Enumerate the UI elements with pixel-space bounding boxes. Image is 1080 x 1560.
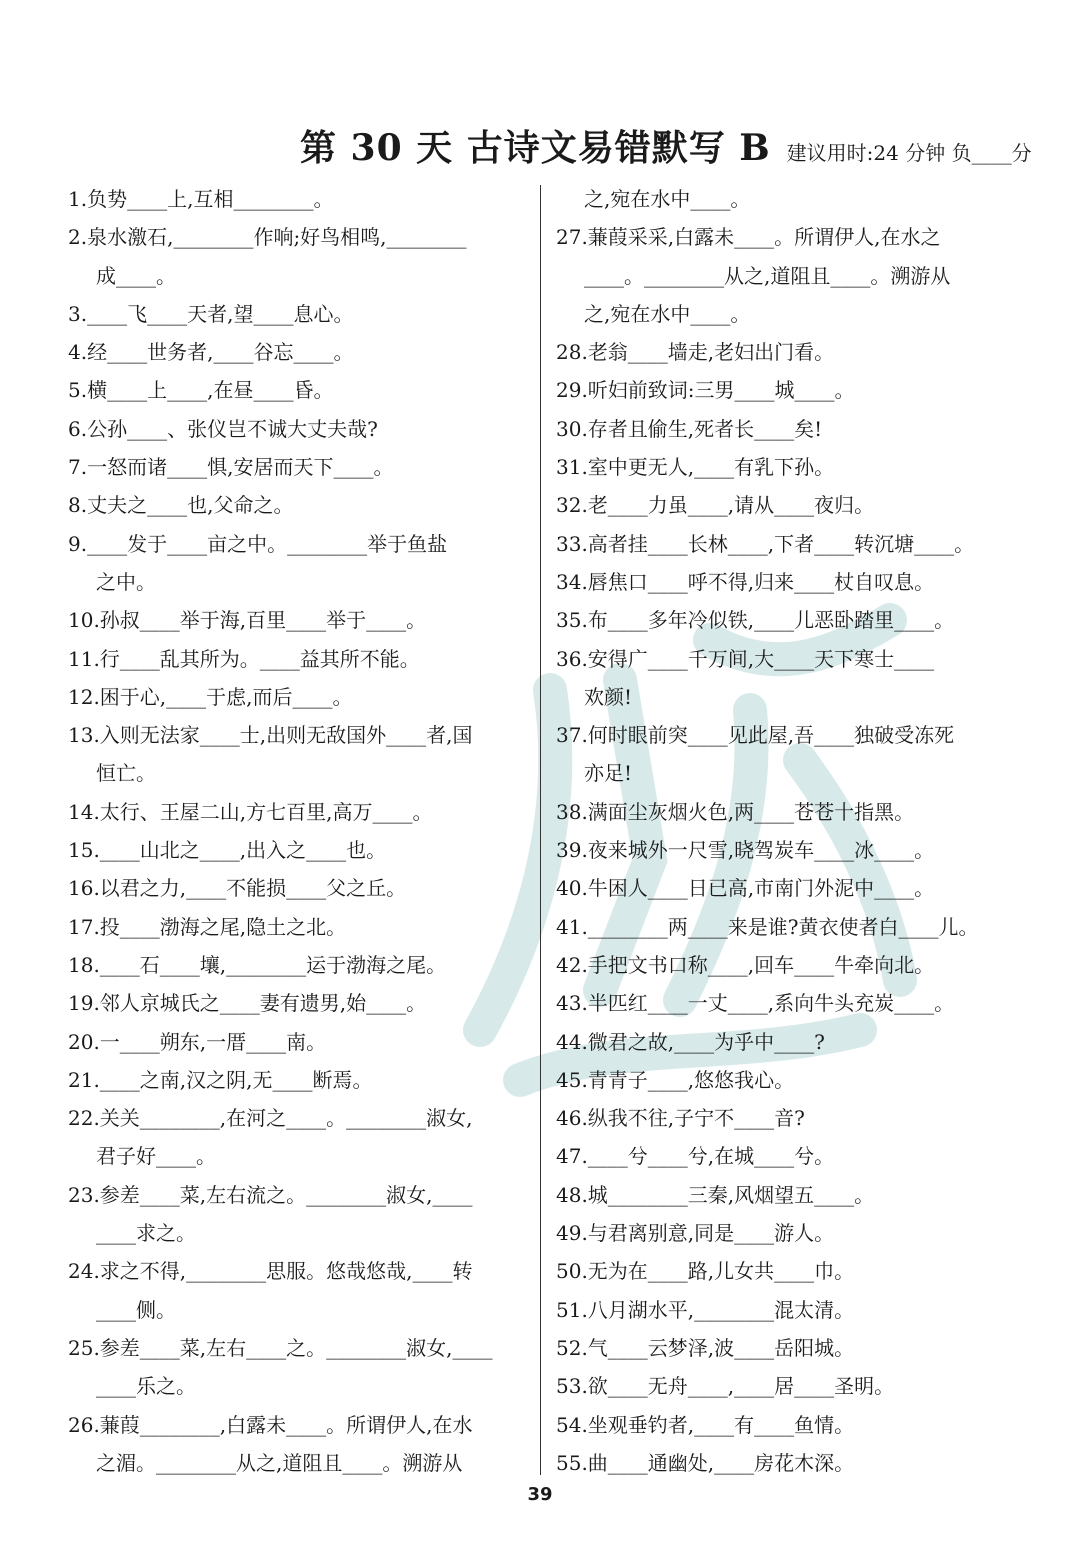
exercise-item: 1.负势____上,互相________。 xyxy=(68,187,334,211)
exercise-item: 16.以君之力,____不能损____父之丘。 xyxy=(68,876,407,901)
exercise-continuation: 之,宛在水中____。 xyxy=(584,187,751,211)
exercise-item: 48.城________三秦,风烟望五____。 xyxy=(556,1182,875,1207)
exercise-item: 50.无为在____路,儿女共____巾。 xyxy=(556,1259,855,1284)
exercise-item: 15.____山北之____,出入之____也。 xyxy=(68,838,387,863)
exercise-item: 39.夜来城外一尺雪,晓驾炭车____冰____。 xyxy=(556,838,935,863)
exercise-item: 36.安得广____千万间,大____天下寒士____ xyxy=(556,646,935,671)
exercise-item: 12.困于心,____于虑,而后____。 xyxy=(68,684,353,709)
exercise-item: 51.八月湖水平,________混太清。 xyxy=(556,1297,855,1322)
exercise-item: 14.太行、王屋二山,方七百里,高万____。 xyxy=(68,799,433,824)
exercise-item: 45.青青子____,悠悠我心。 xyxy=(556,1067,795,1092)
exercise-item: 52.气____云梦泽,波____岳阳城。 xyxy=(556,1335,855,1360)
exercise-item: 47.____兮____兮,在城____兮。 xyxy=(556,1144,835,1169)
exercise-item: 38.满面尘灰烟火色,两____苍苍十指黑。 xyxy=(556,799,915,824)
exercise-item: 44.微君之故,____为乎中____? xyxy=(556,1029,825,1054)
exercise-item: 6.公孙____、张仪岂不诚大丈夫哉? xyxy=(68,416,378,441)
page-number: 39 xyxy=(527,1484,553,1505)
exercise-item: 34.唇焦口____呼不得,归来____杖自叹息。 xyxy=(556,569,935,594)
exercise-item: 23.参差____菜,左右流之。________淑女,____ xyxy=(68,1182,473,1207)
exercise-item: 54.坐观垂钓者,____有____鱼情。 xyxy=(556,1412,855,1437)
exercise-item: 17.投____渤海之尾,隐土之北。 xyxy=(68,914,347,939)
exercise-item: 3.____飞____天者,望____息心。 xyxy=(68,301,354,326)
exercise-continuation: 成____。 xyxy=(96,263,176,288)
exercise-item: 28.老翁____墙走,老妇出门看。 xyxy=(556,340,835,365)
exercise-continuation: 恒亡。 xyxy=(96,761,156,786)
exercise-continuation: ____。________从之,道阻且____。溯游从 xyxy=(584,263,951,288)
exercise-item: 2.泉水激石,________作响;好鸟相鸣,________ xyxy=(68,225,467,250)
exercise-item: 53.欲____无舟____,____居____圣明。 xyxy=(556,1374,895,1399)
exercise-item: 37.何时眼前突____见此屋,吾____独破受冻死 xyxy=(556,723,955,748)
exercise-item: 25.参差____菜,左右____之。________淑女,____ xyxy=(68,1335,493,1360)
exercise-item: 35.布____多年冷似铁,____儿恶卧踏里____。 xyxy=(556,608,955,633)
column-divider xyxy=(540,185,541,1475)
exercise-item: 29.听妇前致词:三男____城____。 xyxy=(556,378,855,403)
exercise-item: 11.行____乱其所为。____益其所不能。 xyxy=(68,646,420,671)
exercise-item: 30.存者且偷生,死者长____矣! xyxy=(556,416,823,441)
exercise-item: 7.一怒而诸____惧,安居而天下____。 xyxy=(68,455,394,480)
exercise-continuation: 之,宛在水中____。 xyxy=(584,301,751,326)
exercise-item: 4.经____世务者,____谷忘____。 xyxy=(68,340,354,365)
exercise-item: 9.____发于____亩之中。________举于鱼盐 xyxy=(68,531,448,556)
time-score-note: 建议用时:24 分钟 负____分 xyxy=(786,141,1032,165)
exercise-item: 10.孙叔____举于海,百里____举于____。 xyxy=(68,608,427,633)
exercise-item: 5.横____上____,在昼____昏。 xyxy=(68,378,334,403)
page-title: 第 30 天 古诗文易错默写 B xyxy=(300,127,771,169)
exercise-continuation: 亦足! xyxy=(584,761,633,786)
exercise-continuation: ____乐之。 xyxy=(96,1374,196,1399)
exercise-item: 8.丈夫之____也,父命之。 xyxy=(68,493,294,518)
exercise-item: 13.入则无法家____士,出则无敌国外____者,国 xyxy=(68,723,473,748)
exercise-item: 18.____石____壤,________运于渤海之尾。 xyxy=(68,952,447,977)
exercise-item: 19.邻人京城氏之____妻有遗男,始____。 xyxy=(68,991,427,1016)
exercise-continuation: ____求之。 xyxy=(96,1221,196,1246)
exercise-item: 26.蒹葭________,白露未____。所谓伊人,在水 xyxy=(68,1412,473,1437)
exercise-item: 49.与君离别意,同是____游人。 xyxy=(556,1221,835,1246)
exercise-item: 42.手把文书口称____,回车____牛牵向北。 xyxy=(556,952,935,977)
exercise-item: 22.关关________,在河之____。________淑女, xyxy=(68,1106,473,1131)
exercise-item: 21.____之南,汉之阴,无____断焉。 xyxy=(68,1067,373,1092)
exercise-continuation: 欢颜! xyxy=(584,684,633,709)
exercise-item: 55.曲____通幽处,____房花木深。 xyxy=(556,1450,855,1475)
page-header xyxy=(300,120,1060,170)
exercise-continuation: 之中。 xyxy=(96,569,156,594)
right-column xyxy=(556,180,1026,1482)
exercise-item: 43.半匹红____一丈____,系向牛头充炭____。 xyxy=(556,991,955,1016)
exercise-item: 41.________两____来是谁?黄衣使者白____儿。 xyxy=(556,914,979,939)
exercise-item: 40.牛困人____日已高,市南门外泥中____。 xyxy=(556,876,935,901)
exercise-item: 32.老____力虽____,请从____夜归。 xyxy=(556,493,875,518)
exercise-continuation: ____侧。 xyxy=(96,1297,176,1322)
exercise-continuation: 君子好____。 xyxy=(96,1144,216,1169)
exercise-item: 24.求之不得,________思服。悠哉悠哉,____转 xyxy=(68,1259,473,1284)
exercise-item: 33.高者挂____长林____,下者____转沉塘____。 xyxy=(556,531,975,556)
exercise-item: 46.纵我不往,子宁不____音? xyxy=(556,1106,805,1131)
exercise-continuation: 之湄。________从之,道阻且____。溯游从 xyxy=(96,1450,463,1475)
exercise-item: 20.一____朔东,一厝____南。 xyxy=(68,1029,327,1054)
exercise-item: 27.蒹葭采采,白露未____。所谓伊人,在水之 xyxy=(556,225,941,250)
left-column xyxy=(68,180,538,1482)
exercise-item: 31.室中更无人,____有乳下孙。 xyxy=(556,455,835,480)
